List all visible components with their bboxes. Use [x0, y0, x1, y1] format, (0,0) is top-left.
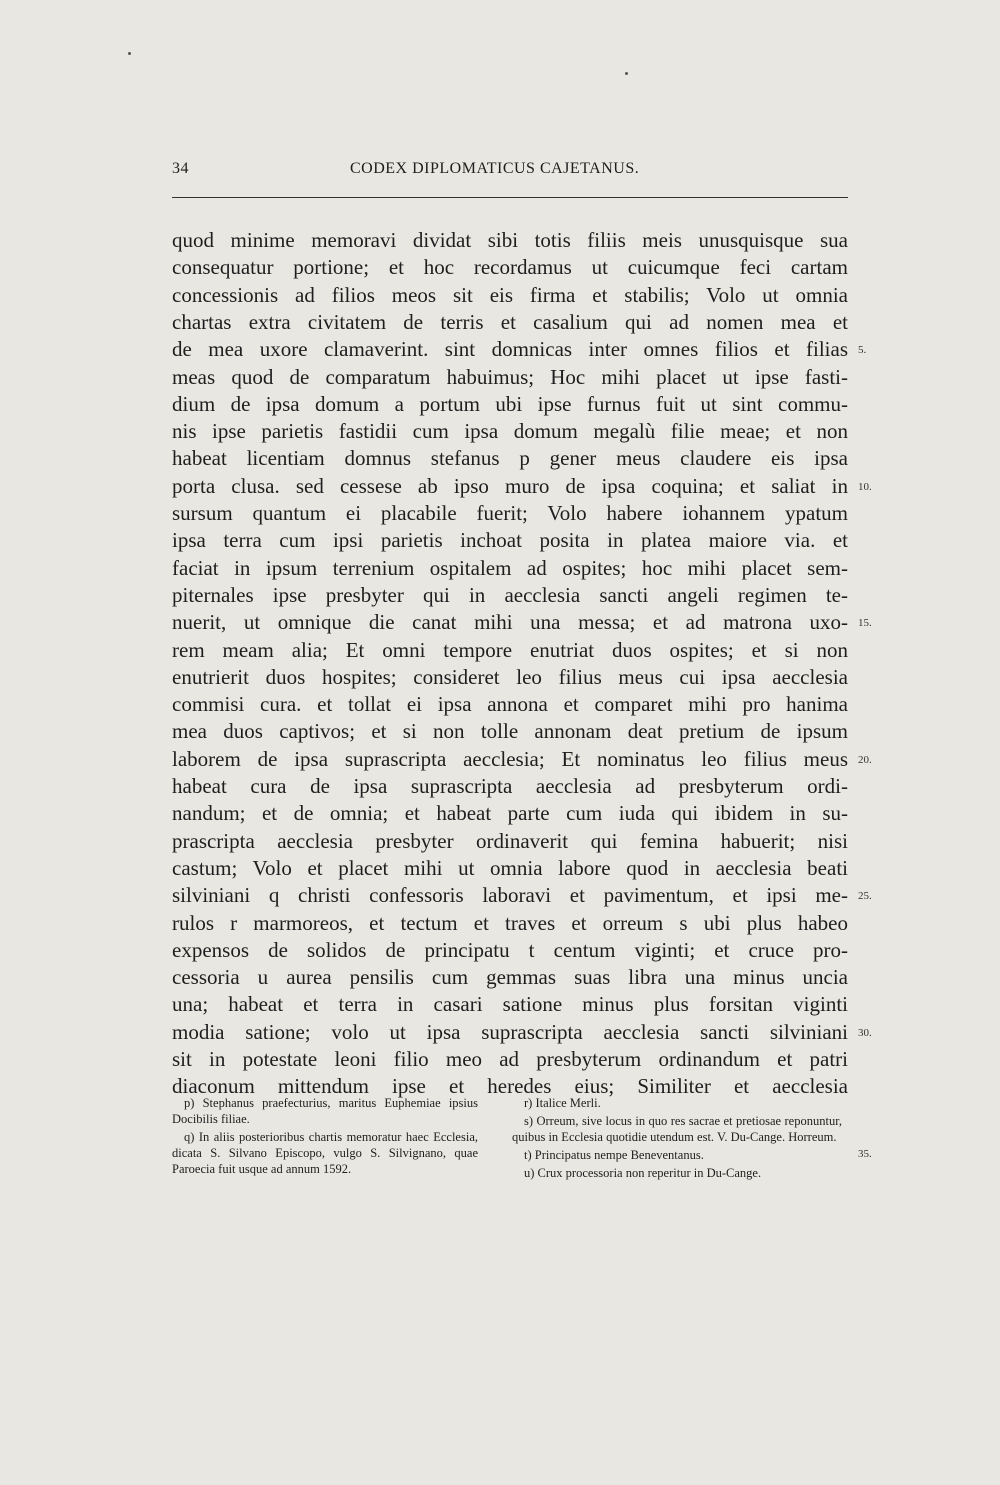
footnote: p) Stephanus praefecturius, maritus Euphemiae ipsius Docibilis filiae. — [172, 1096, 478, 1126]
text-line: sit in potestate leoni filio meo ad presbyterum ordinandum et patri — [172, 1047, 848, 1071]
text-line: diaconum mittendum ipse et heredes eius; Similiter et aecclesia — [172, 1074, 848, 1099]
text-line: sursum quantum ei placabile fuerit; Volo habere iohannem ypatum — [172, 501, 848, 525]
line-number: 30. — [858, 1026, 872, 1039]
text-line: dium de ipsa domum a portum ubi ipse furnus fuit ut sint commu- — [172, 391, 848, 416]
text-line: habeat licentiam domnus stefanus p gener meus claudere eis ipsa — [172, 446, 848, 471]
text-line: una; habeat et terra in casari satione minus plus forsitan viginti — [172, 992, 848, 1017]
text-line: rem meam alia; Et omni tempore enutriat duos ospites; et si non — [172, 637, 848, 662]
page-number: 34 — [172, 160, 189, 177]
running-title: CODEX DIPLOMATICUS CAJETANUS. — [350, 160, 640, 177]
line-number: 15. — [858, 617, 872, 630]
text-line: enutrierit duos hospites; consideret leo filius meus cui ipsa aecclesia — [172, 664, 848, 689]
text-line: rulos r marmoreos, et tectum et traves et orreum s ubi plus habeo — [172, 910, 848, 935]
text-line: nis ipse parietis fastidii cum ipsa domum megalù filie meae; et non — [172, 419, 848, 444]
page-header — [172, 160, 848, 186]
footnotes-left — [172, 1095, 478, 1179]
text-line: consequatur portione; et hoc recordamus ut cuicumque feci cartam — [172, 255, 848, 280]
paper-speck — [625, 72, 628, 75]
footnote: t) Principatus nempe Beneventanus. — [524, 1148, 704, 1162]
text-line: commisi cura. et tollat ei ipsa annona et comparet mihi pro hanima — [172, 692, 848, 717]
line-number: 10. — [858, 480, 872, 493]
footnote: s) Orreum, sive locus in quo res sacrae et pretiosae reponuntur, quibus in Ecclesia quotidie utendum est. V. Du-Cange. Horreum. — [512, 1114, 842, 1144]
header-rule — [172, 197, 848, 198]
footnote: r) Italice Merli. — [524, 1096, 601, 1110]
text-line: nuerit, ut omnique die canat mihi una messa; et ad matrona uxo- — [172, 610, 848, 635]
footnote: u) Crux processoria non reperitur in Du-Cange. — [524, 1166, 762, 1180]
text-line: habeat cura de ipsa suprascripta aecclesia ad presbyterum ordi- — [172, 774, 848, 798]
text-line: prascripta aecclesia presbyter ordinaverit qui femina habuerit; nisi — [172, 828, 848, 853]
text-line: modia satione; volo ut ipsa suprascripta aecclesia sancti silviniani — [172, 1019, 848, 1044]
line-number: 35. — [858, 1148, 872, 1160]
text-line: expensos de solidos de principatu t centum viginti; et cruce pro- — [172, 937, 848, 962]
text-line: quod minime memoravi dividat sibi totis filiis meis unusquisque sua — [172, 228, 848, 252]
text-line: silviniani q christi confessoris laboravi et pavimentum, et ipsi me- — [172, 883, 848, 908]
text-line: concessionis ad filios meos sit eis firma et stabilis; Volo ut omnia — [172, 282, 848, 307]
text-line: meas quod de comparatum habuimus; Hoc mihi placet ut ipse fasti- — [172, 364, 848, 389]
text-line: de mea uxore clamaverint. sint domnicas inter omnes filios et filias — [172, 337, 848, 362]
text-line: faciat in ipsum terrenium ospitalem ad ospites; hoc mihi placet sem- — [172, 555, 848, 580]
text-line: laborem de ipsa suprascripta aecclesia; Et nominatus leo filius meus — [172, 746, 848, 771]
line-number: 25. — [858, 890, 872, 903]
footnote: q) In aliis posterioribus chartis memoratur haec Ecclesia, dicata S. Silvano Episcopo, vulgo S. Silvignano, quae Paroecia fuit usque ad annum 1592. — [172, 1130, 478, 1176]
footnotes-right — [512, 1095, 842, 1183]
text-line: cessoria u aurea pensilis cum gemmas suas libra una minus uncia — [172, 965, 848, 990]
text-line: ipsa terra cum ipsi parietis inchoat posita in platea maiore via. et — [172, 528, 848, 553]
text-line: castum; Volo et placet mihi ut omnia labore quod in aecclesia beati — [172, 855, 848, 880]
text-line: porta clusa. sed cessese ab ipso muro de ipsa coquina; et saliat in — [172, 473, 848, 498]
line-number: 5. — [858, 344, 867, 357]
text-line: mea duos captivos; et si non tolle annonam deat pretium de ipsum — [172, 719, 848, 744]
text-line: nandum; et de omnia; et habeat parte cum iuda qui ibidem in su- — [172, 801, 848, 826]
line-number: 20. — [858, 753, 872, 766]
text-line: chartas extra civitatem de terris et casalium qui ad nomen mea et — [172, 309, 848, 334]
text-line: piternales ipse presbyter qui in aecclesia sancti angeli regimen te- — [172, 582, 848, 607]
paper-speck — [128, 52, 131, 55]
